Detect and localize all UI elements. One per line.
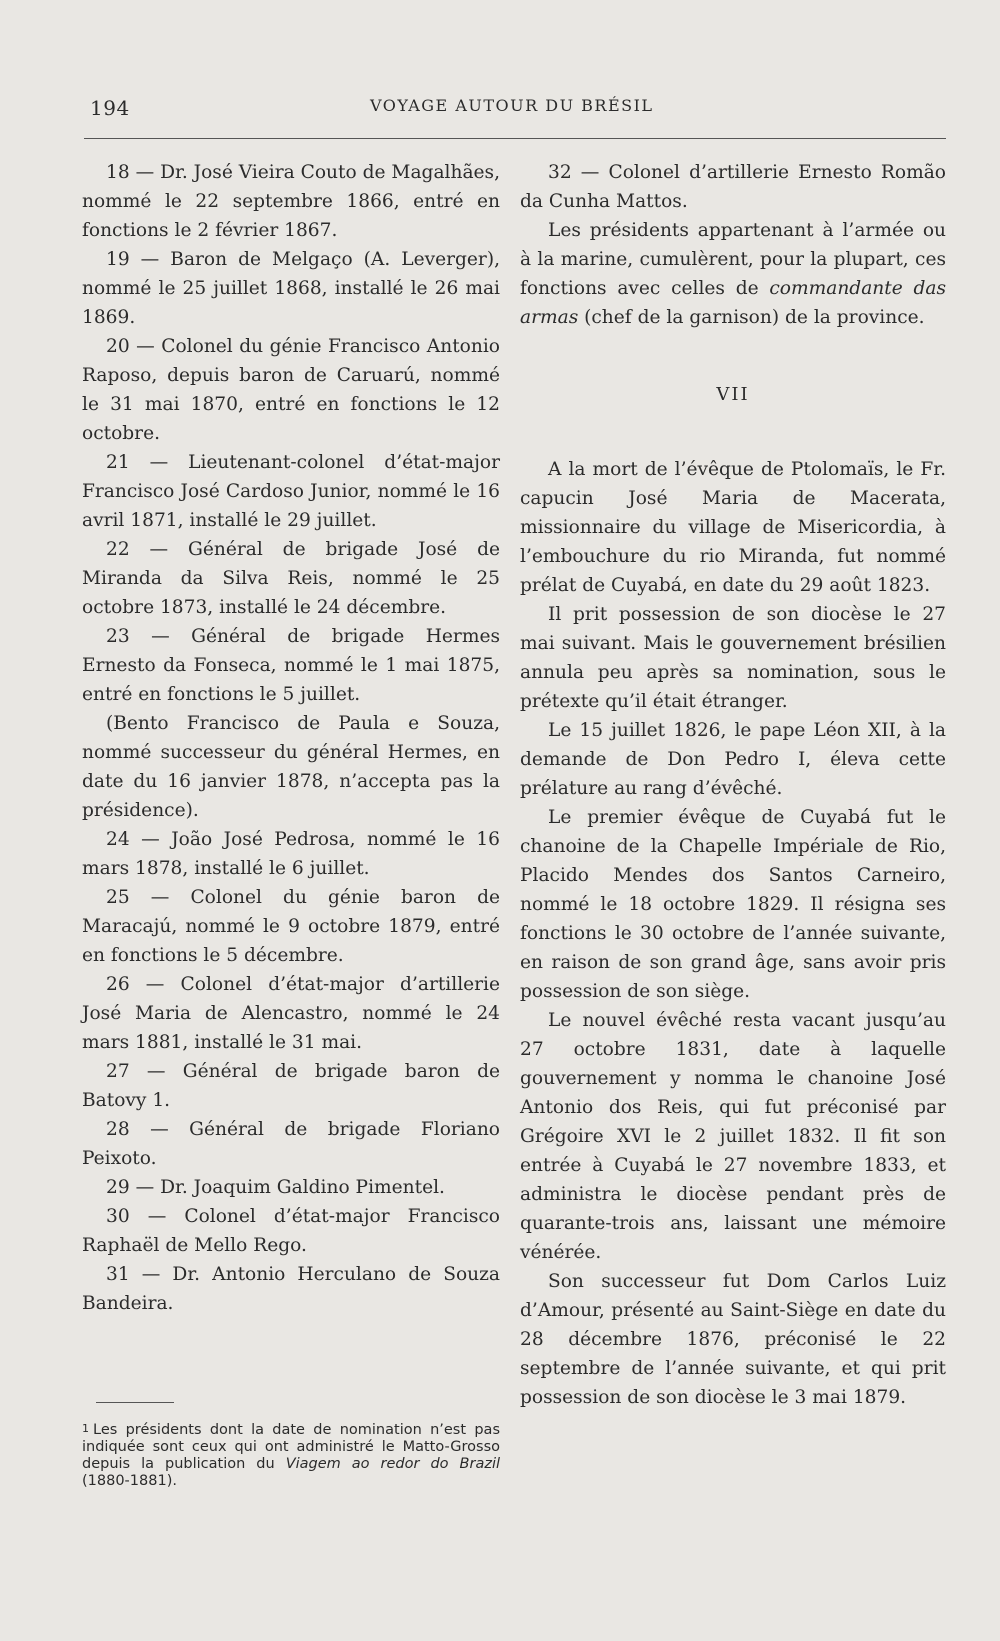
section-heading: VII	[716, 384, 750, 405]
right-column	[520, 158, 946, 1412]
president-entry-19: 19 — Baron de Melgaço (A. Leverger), nommé le 25 juillet 1868, installé le 26 mai 1869.	[82, 249, 500, 328]
president-entry-27: 27 — Général de brigade baron de Batovy 1.	[82, 1061, 500, 1111]
president-entry-31: 31 — Dr. Antonio Herculano de Souza Bandeira.	[82, 1264, 500, 1314]
president-entry-23: 23 — Général de brigade Hermes Ernesto da Fonseca, nommé le 1 mai 1875, entré en fonctions le 5 juillet.	[82, 626, 500, 705]
paragraph-armee-end: (chef de la garnison) de la province.	[578, 307, 925, 328]
footnote-rule	[96, 1402, 174, 1403]
paragraph: Son successeur fut Dom Carlos Luiz d’Amour, présenté au Saint-Siège en date du 28 décembre 1876, préconisé le 22 septembre de l’année suivante, et qui prit possession de son diocèse le 3 mai 1879.	[520, 1271, 946, 1408]
footnote-marker: 1	[82, 1422, 89, 1435]
paragraph-armee-text: Les présidents appartenant à l’armée ou à la marine, cumulèrent, pour la plupart, ces fonctions avec celles de	[520, 220, 946, 299]
president-entry-22: 22 — Général de brigade José de Miranda da Silva Reis, nommé le 25 octobre 1873, installé le 24 décembre.	[82, 539, 500, 618]
footnote-text-end: (1880-1881).	[82, 1473, 177, 1489]
paragraph: Le 15 juillet 1826, le pape Léon XII, à la demande de Don Pedro I, éleva cette prélature au rang d’évêché.	[520, 720, 946, 799]
president-entry-25: 25 — Colonel du génie baron de Maracajú, nommé le 9 octobre 1879, entré en fonctions le 5 décembre.	[82, 887, 500, 966]
left-column	[82, 158, 500, 1318]
footnote-text: Les présidents dont la date de nomination n’est pas indiquée sont ceux qui ont administré le Matto-Grosso depuis la publication du	[82, 1422, 500, 1472]
paragraph: A la mort de l’évêque de Ptolomaïs, le Fr. capucin José Maria de Macerata, missionnaire du village de Misericordia, à l’embouchure du rio Miranda, fut nommé prélat de Cuyabá, en date du 29 août 1823.	[520, 459, 946, 596]
president-note-bento: (Bento Francisco de Paula e Souza, nommé successeur du général Hermes, en date du 16 janvier 1878, n’accepta pas la présidence).	[82, 713, 500, 821]
president-entry-32: 32 — Colonel d’artillerie Ernesto Romão da Cunha Mattos.	[520, 162, 946, 212]
president-entry-29: 29 — Dr. Joaquim Galdino Pimentel.	[106, 1177, 445, 1198]
paragraph-armee-italic: commandante das armas	[520, 278, 947, 328]
footnote	[82, 1420, 500, 1490]
president-entry-18: 18 — Dr. José Vieira Couto de Magalhães, nommé le 22 septembre 1866, entré en fonctions le 2 février 1867.	[82, 162, 500, 241]
paragraph: Le nouvel évêché resta vacant jusqu’au 27 octobre 1831, date à laquelle gouvernement y nomma le chanoine José Antonio dos Reis, qui fut préconisé par Grégoire XVI le 2 juillet 1832. Il fit son entrée à Cuyabá le 27 novembre 1833, et administra le diocèse pendant près de quarante-trois ans, laissant une mémoire vénérée.	[520, 1010, 946, 1263]
header-rule	[84, 138, 946, 139]
president-entry-24: 24 — João José Pedrosa, nommé le 16 mars 1878, installé le 6 juillet.	[82, 829, 500, 879]
paragraph-armee	[520, 216, 946, 332]
page-number: 194	[90, 96, 130, 120]
president-entry-21: 21 — Lieutenant-colonel d’état-major Francisco José Cardoso Junior, nommé le 16 avril 1871, installé le 29 juillet.	[82, 452, 500, 531]
running-title: VOYAGE AUTOUR DU BRÉSIL	[370, 96, 654, 115]
footnote-book-title: Viagem ao redor do Brazil	[285, 1456, 500, 1472]
president-entry-28: 28 — Général de brigade Floriano Peixoto.	[82, 1119, 500, 1169]
president-entry-30: 30 — Colonel d’état-major Francisco Raphaël de Mello Rego.	[82, 1206, 500, 1256]
paragraph: Il prit possession de son diocèse le 27 mai suivant. Mais le gouvernement brésilien annula peu après sa nomination, sous le prétexte qu’il était étranger.	[520, 604, 946, 712]
president-entry-26: 26 — Colonel d’état-major d’artillerie José Maria de Alencastro, nommé le 24 mars 1881, installé le 31 mai.	[82, 974, 500, 1053]
paragraph: Le premier évêque de Cuyabá fut le chanoine de la Chapelle Impériale de Rio, Placido Mendes dos Santos Carneiro, nommé le 18 octobre 1829. Il résigna ses fonctions le 30 octobre de l’année suivante, en raison de son grand âge, sans avoir pris possession de son siège.	[520, 807, 946, 1002]
president-entry-20: 20 — Colonel du génie Francisco Antonio Raposo, depuis baron de Caruarú, nommé le 31 mai 1870, entré en fonctions le 12 octobre.	[82, 336, 500, 444]
